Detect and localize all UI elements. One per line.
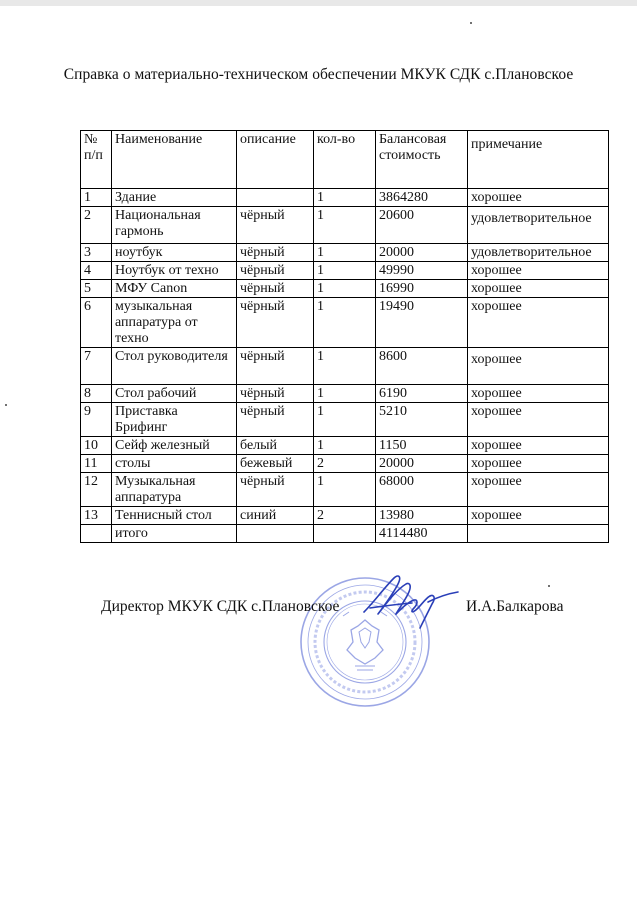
table-row: [81, 262, 609, 280]
cell-balance: 1150: [376, 437, 468, 455]
cell-name: Стол руководителя: [112, 348, 237, 385]
header-name: Наименование: [112, 131, 237, 189]
table-row: [81, 437, 609, 455]
cell-num: 8: [81, 385, 112, 403]
cell-quantity: 1: [314, 348, 376, 385]
cell-note: хорошее: [468, 455, 609, 473]
cell-num: 12: [81, 473, 112, 507]
cell-quantity: 1: [314, 207, 376, 244]
cell-num: 7: [81, 348, 112, 385]
cell-name: Приставка Брифинг: [112, 403, 237, 437]
cell-name: Национальная гармонь: [112, 207, 237, 244]
cell-name: Здание: [112, 189, 237, 207]
cell-balance: 5210: [376, 403, 468, 437]
cell-name: музыкальная аппаратура от техно: [112, 298, 237, 348]
director-position: Директор МКУК СДК с.Плановское: [101, 598, 340, 615]
cell-quantity: 1: [314, 385, 376, 403]
table-row: [81, 385, 609, 403]
cell-name: Теннисный стол: [112, 507, 237, 525]
cell-balance: 20000: [376, 455, 468, 473]
cell-note: хорошее: [468, 437, 609, 455]
cell-description: [237, 525, 314, 543]
cell-quantity: 1: [314, 437, 376, 455]
cell-balance: 6190: [376, 385, 468, 403]
table-row: [81, 280, 609, 298]
table-row: [81, 189, 609, 207]
cell-num: 4: [81, 262, 112, 280]
cell-num: 2: [81, 207, 112, 244]
table-header-row: [81, 131, 609, 189]
cell-num: 6: [81, 298, 112, 348]
cell-description: чёрный: [237, 280, 314, 298]
header-num: № п/п: [81, 131, 112, 189]
cell-quantity: 1: [314, 403, 376, 437]
cell-name: Музыкальная аппаратура: [112, 473, 237, 507]
cell-description: чёрный: [237, 473, 314, 507]
cell-balance: 8600: [376, 348, 468, 385]
cell-name: Ноутбук от техно: [112, 262, 237, 280]
cell-num: 10: [81, 437, 112, 455]
cell-description: чёрный: [237, 298, 314, 348]
cell-description: бежевый: [237, 455, 314, 473]
cell-note: хорошее: [468, 507, 609, 525]
cell-quantity: 1: [314, 298, 376, 348]
document-title: Справка о материально-техническом обеспечении МКУК СДК с.Плановское: [63, 66, 574, 83]
cell-quantity: 1: [314, 244, 376, 262]
header-description: описание: [237, 131, 314, 189]
cell-name: Стол рабочий: [112, 385, 237, 403]
cell-quantity: 1: [314, 189, 376, 207]
header-note: примечание: [468, 131, 609, 189]
table-row: [81, 403, 609, 437]
cell-balance: 20600: [376, 207, 468, 244]
cell-num: 11: [81, 455, 112, 473]
cell-name: столы: [112, 455, 237, 473]
cell-num: 1: [81, 189, 112, 207]
cell-num: 9: [81, 403, 112, 437]
cell-quantity: 2: [314, 507, 376, 525]
cell-name: Сейф железный: [112, 437, 237, 455]
cell-balance: 3864280: [376, 189, 468, 207]
cell-quantity: 1: [314, 262, 376, 280]
cell-description: чёрный: [237, 348, 314, 385]
cell-note: хорошее: [468, 348, 609, 385]
cell-description: чёрный: [237, 207, 314, 244]
table-total-row: [81, 525, 609, 543]
cell-quantity: 1: [314, 280, 376, 298]
cell-num: 13: [81, 507, 112, 525]
table-row: [81, 298, 609, 348]
total-label: итого: [112, 525, 237, 543]
cell-note: удовлетворительное: [468, 207, 609, 244]
scan-speck: [5, 404, 7, 406]
cell-description: белый: [237, 437, 314, 455]
cell-name: МФУ Canon: [112, 280, 237, 298]
cell-balance: 68000: [376, 473, 468, 507]
header-quantity: кол-во: [314, 131, 376, 189]
cell-note: хорошее: [468, 262, 609, 280]
cell-description: чёрный: [237, 385, 314, 403]
table-row: [81, 244, 609, 262]
cell-note: хорошее: [468, 280, 609, 298]
cell-name: ноутбук: [112, 244, 237, 262]
cell-description: чёрный: [237, 262, 314, 280]
table-row: [81, 507, 609, 525]
scan-speck: [470, 22, 472, 24]
cell-description: синий: [237, 507, 314, 525]
cell-balance: 13980: [376, 507, 468, 525]
cell-note: хорошее: [468, 403, 609, 437]
cell-quantity: [314, 525, 376, 543]
cell-note: [468, 525, 609, 543]
cell-num: 3: [81, 244, 112, 262]
scan-top-edge: [0, 0, 637, 6]
cell-note: хорошее: [468, 189, 609, 207]
cell-note: хорошее: [468, 473, 609, 507]
cell-num: 5: [81, 280, 112, 298]
director-name: И.А.Балкарова: [466, 598, 564, 615]
cell-note: хорошее: [468, 298, 609, 348]
table-row: [81, 207, 609, 244]
total-balance: 4114480: [376, 525, 468, 543]
table-row: [81, 455, 609, 473]
header-balance: Балансовая стоимость: [376, 131, 468, 189]
cell-quantity: 1: [314, 473, 376, 507]
cell-note: хорошее: [468, 385, 609, 403]
cell-balance: 16990: [376, 280, 468, 298]
table-row: [81, 473, 609, 507]
handwritten-signature: [350, 568, 465, 633]
cell-description: чёрный: [237, 403, 314, 437]
cell-description: чёрный: [237, 244, 314, 262]
cell-note: удовлетворительное: [468, 244, 609, 262]
scan-speck: [548, 585, 550, 587]
table-row: [81, 348, 609, 385]
cell-balance: 49990: [376, 262, 468, 280]
cell-description: [237, 189, 314, 207]
cell-num: [81, 525, 112, 543]
cell-balance: 19490: [376, 298, 468, 348]
cell-quantity: 2: [314, 455, 376, 473]
cell-balance: 20000: [376, 244, 468, 262]
inventory-table: [80, 130, 609, 543]
